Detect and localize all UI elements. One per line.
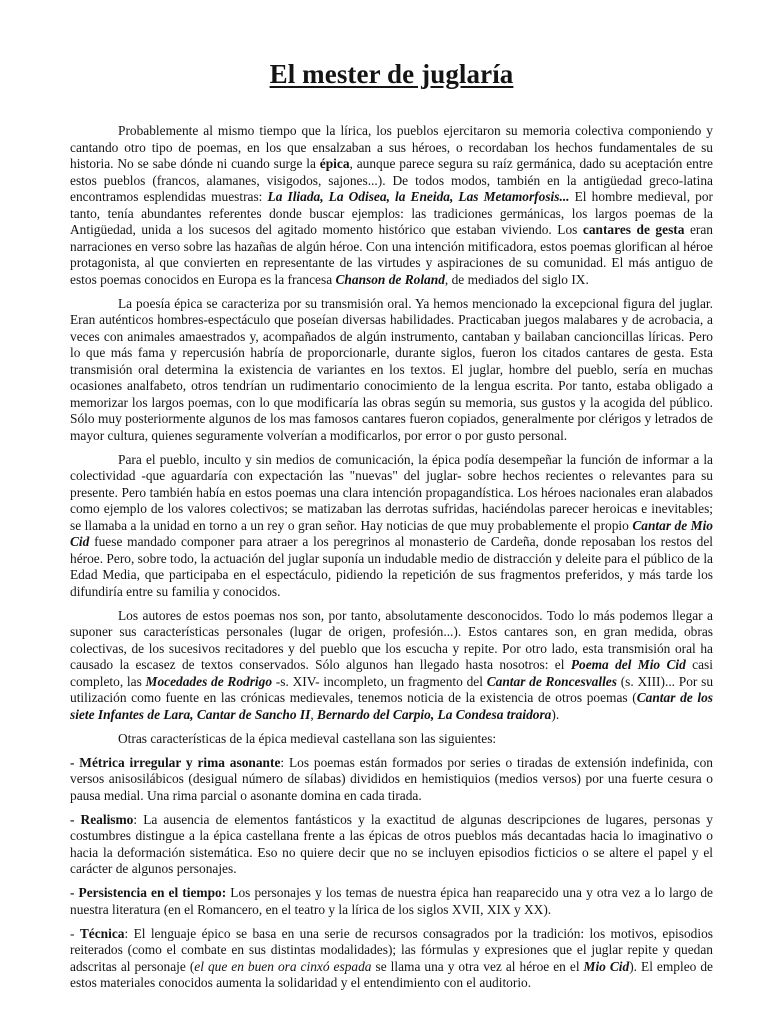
work-title: La Iliada, La Odisea, la Eneida, Las Metamorfosis... (267, 189, 570, 204)
work-title: Cantar de Roncesvalles (486, 673, 617, 689)
text-run: eran narraciones en verso sobre las hazañas de algún héroe. Con una intención mitificadora, estos poemas glorifican al héroe protagonista, al que convierten en representante de las virtudes y aspiraciones de su comunidad. El más antiguo de estos poemas conocidos en Europa es la francesa (70, 222, 714, 287)
work-title: Mio Cid (583, 958, 630, 974)
text-run: - (70, 925, 80, 941)
work-title: Mocedades de Rodrigo (145, 673, 273, 689)
bold-term: - Métrica irregular y rima asonante (70, 754, 281, 770)
body-paragraph (70, 296, 713, 445)
body-paragraph (70, 123, 713, 288)
work-title: Poema del Mio Cid (570, 657, 686, 672)
body-paragraph (70, 452, 713, 601)
bold-term: épica (319, 156, 350, 171)
text-run: , de mediados del siglo IX. (444, 271, 589, 287)
text-run: : Los poemas están formados por series o tiradas de extensión indefinida, con versos anisosilábicos (desigual número de sílabas) divididos en hemistiquios (medios versos) por una fuerte cesura o pausa medial. Una rima parcial o asonante domina en cada tirada. (70, 754, 713, 803)
text-run: ). El empleo de estos materiales conocidos aumenta la solidaridad y el entendimiento con el auditorio. (70, 958, 713, 990)
text-run: : El lenguaje épico se basa en una serie de recursos consagrados por la tradición: los motivos, episodios reiterados (como el combate en sus distintas modalidades); las fórmulas y expresiones que el juglar repite y quedan adscritas al personaje ( (70, 925, 713, 974)
text-run: (s. XIII)... Por su utilización como fuente en las crónicas medievales, tenemos noticia de la existencia de otros poemas ( (70, 673, 714, 705)
page-title: El mester de juglaría (269, 59, 514, 89)
document-body (70, 123, 713, 992)
work-title: Bernardo del Carpio, La Condesa traidora (317, 706, 552, 722)
work-title: Cantar de los siete Infantes de Lara, Cantar de Sancho II (70, 690, 713, 722)
text-run: -s. XIV- incompleto, un fragmento del (272, 673, 487, 689)
text-run: se llama una y otra vez al héroe en el (371, 958, 584, 974)
italic-quote: el que en buen ora cinxó espada (194, 958, 372, 974)
text-run: : La ausencia de elementos fantásticos y la exactitud de algunas descripciones de lugares, personas y costumbres distingue a la épica castellana frente a las épicas de otros pueblos más decantadas hacia lo imaginativo o hacia la deformación sistemática. Eso no quiere decir que no se incluyen episodios ficticios o se altere el papel y el carácter de algunos personajes. (70, 811, 713, 876)
work-title: Chanson de Roland (335, 271, 445, 287)
bold-term: Técnica (79, 925, 125, 941)
work-title: Cantar de Mio Cid (70, 517, 713, 549)
text-run: Probablemente al mismo tiempo que la lírica, los pueblos ejercitaron su memoria colectiva componiendo y cantando otro tipo de poemas, en los que ensalzaban a sus héroes, o recordaban los hechos fundamentales de su historia. No se sabe dónde ni cuando surge la (70, 123, 713, 171)
bold-term: - Persistencia en el tiempo: (70, 885, 227, 900)
characteristic-item (70, 885, 713, 918)
characteristic-item (70, 755, 713, 805)
text-run: La poesía épica se caracteriza por su transmisión oral. Ya hemos mencionado la excepcional figura del juglar. Eran auténticos hombres-espectáculo que poseían diversas habilidades. Practicaban juegos malabares y de acrobacia, a veces con animales amaestrados y, acompañados de algún instrumento, cantaban y bailaban cancioncillas líricas. Pero lo que más fama y repercusión habría de proporcionarle, durante siglos, fueron los citados cantares de gesta. Esta transmisión oral determina la existencia de variantes en los textos. El juglar, hombre del pueblo, sería en muchas ocasiones analfabeto, otros tendrían un rudimentario conocimiento de la lengua escrita. Por tanto, estaba obligado a memorizar los largos poemas, con lo que modificaría las obras según su memoria, sus gustos y la acogida del público. Sólo muy posteriormente algunos de los mas famosos cantares fueron copiados, generalmente por clérigos y letrados de mayor cultura, quienes seguramente volverían a modificarlos, por error o por gusto personal. (70, 295, 713, 443)
text-run: , (310, 706, 318, 722)
text-run: Los autores de estos poemas nos son, por tanto, absolutamente desconocidos. Todo lo más podemos llegar a suponer sus características personales (lugar de origen, profesión...). Estos cantares son, en gran medida, obras colectivas, de los sucesivos recitadores y del pueblo que los escucha y repite. Por otro lado, esta transmisión oral ha causado la escasez de textos conservados. Sólo algunos han llegado hasta nosotros: el (70, 607, 713, 672)
text-run: ). (551, 706, 560, 722)
bold-term: cantares de gesta (582, 222, 685, 237)
characteristic-item (70, 926, 713, 992)
text-run: Otras características de la épica medieval castellana son las siguientes: (118, 730, 497, 746)
text-run: fuese mandado componer para atraer a los peregrinos al monasterio de Cardeña, donde reposaban los restos del héroe. Pero, sobre todo, la actuación del juglar suponía un indudable medio de distracción y deleite para el público de la Edad Media, que participaba en el espectáculo, pidiendo la repetición de sus fragmentos preferidos, y más tarde los difundiría entre su familia y conocidos. (70, 534, 713, 599)
text-run: casi completo, las (70, 657, 713, 689)
body-paragraph (70, 608, 713, 724)
characteristic-item (70, 812, 713, 878)
text-run: , aunque parece segura su raíz germánica, dado su aceptación entre estos pueblos (francos, alamanes, visigodos, sajones...). De todos modos, también en la antigüedad greco-latina encontramos esplendidas muestras: (70, 156, 713, 204)
text-run: El hombre medieval, por tanto, tenía abundantes referentes donde buscar ejemplos: las tradiciones germánicas, los largos poemas de la Antigüedad, unida a los sucesos del agitado momento histórico que estaban viviendo. Los (70, 189, 713, 237)
body-paragraph (70, 731, 713, 748)
bold-term: - Realismo (70, 811, 134, 827)
text-run: Los personajes y los temas de nuestra épica han reaparecido una y otra vez a lo largo de nuestra literatura (en el Romancero, en el teatro y la lírica de los siglos XVII, XIX y XX). (70, 885, 714, 917)
text-run: Para el pueblo, inculto y sin medios de comunicación, la épica podía desempeñar la función de informar a la colectividad -que aguardaría con expectación las "nuevas" del juglar- sobre hechos recientes o relevantes para su presente. Pero también había en estos poemas una clara intención propagandística. Los héroes nacionales eran alabados como ejemplo de los valores colectivos; se matizaban las derrotas sufridas, haciéndolas parecer heroicas e inevitables; se llamaba a la unidad en torno a un rey o gran señor. Hay noticias de que muy probablemente el propio (70, 451, 713, 533)
